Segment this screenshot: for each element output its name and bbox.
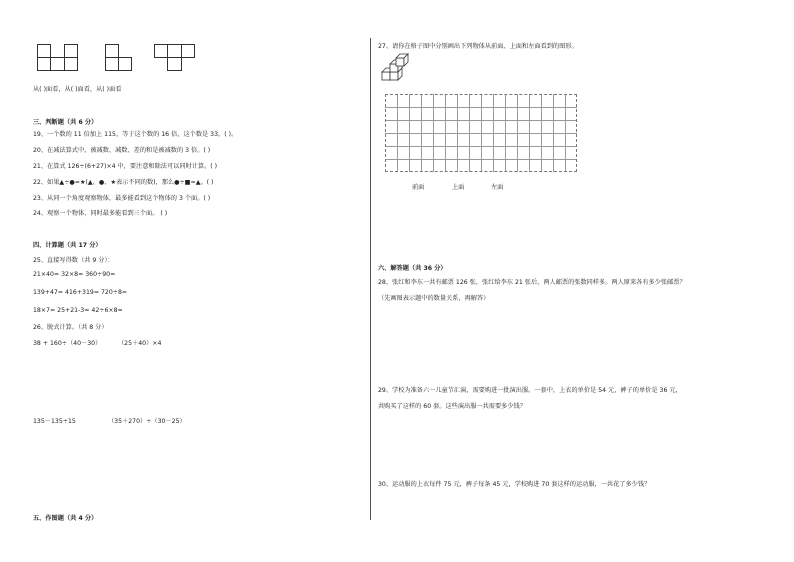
q24: 24、观察一个物体，同时最多能看到三个面。 ( ) <box>33 210 168 217</box>
calc-row-3: 18×7= 25+21-3= 42÷6×8= <box>33 307 123 314</box>
section4-title: 四、计算题（共 17 分） <box>33 242 102 249</box>
q19: 19、一个数的 11 倍加上 115，等于这个数的 16 倍，这个数是 33。( )。 <box>33 131 238 138</box>
calc-row-2: 139+47= 416+319= 720÷8= <box>33 289 128 296</box>
q30: 30、运动服的上衣每件 75 元，裤子每条 45 元，学校购进 70 套这样的运动服，一共花了多少钱？ <box>378 481 651 488</box>
section5-title: 五、作图题（共 4 分） <box>33 515 98 522</box>
view-caption: 从( )面看，从( )面看，从( )面看 <box>33 86 122 93</box>
q20: 20、在减法算式中，被减数、减数、差的和是被减数的 3 倍。( ) <box>33 147 211 154</box>
section3-title: 三、判断题（共 6 分） <box>33 119 98 126</box>
q27: 27、请你在格子图中分别画出下列物体从前面、上面和左面看到的图形。 <box>378 43 578 50</box>
drawing-grid[interactable] <box>385 94 577 172</box>
q23: 23、从同一个角度观察物体，最多能看到这个物体的 3 个面。( ) <box>33 195 211 202</box>
section6-title: 六、解答题（共 36 分） <box>378 265 447 272</box>
label-top: 上面 <box>452 184 465 191</box>
calc-row-1: 21×40= 32×8= 360÷90= <box>33 271 116 278</box>
q25: 25、直接写得数（共 9 分）： <box>33 257 114 264</box>
column-divider <box>370 38 371 520</box>
q21: 21、在算式 126÷(6+27)×4 中，要注意和除法可以同时计算。( ) <box>33 163 218 170</box>
q26: 26、脱式计算。（共 8 分） <box>33 324 108 331</box>
cube-stack-figure <box>380 52 410 84</box>
q29-line2: 共购买了这样的 60 套。这些演出服一共需要多少钱？ <box>378 403 526 410</box>
label-left: 左面 <box>491 184 504 191</box>
expr-2: （25＋40）×4 <box>118 340 162 347</box>
expr-4: （35＋270）÷（30－25） <box>108 418 186 425</box>
expr-1: 38 + 160÷（40－30） <box>33 340 102 347</box>
expr-3: 135－135÷15 <box>33 418 76 425</box>
q28-line2: （先画图表示题中的数量关系，再解答） <box>378 295 490 302</box>
q28-line1: 28、张红和李东一共有邮票 126 张，张红给李东 21 张后，两人邮票的张数同样多。两人原来各有多少张邮票？ <box>378 279 686 286</box>
q22: 22、如果▲÷●=★(▲、●、★表示不同的数)，那么●÷■=▲。( ) <box>33 179 214 186</box>
label-front: 前面 <box>412 184 425 191</box>
q29-line1: 29、学校为准备六一儿童节汇演，需要购进一批演出服。一套中，上衣的单价是 54 元，裤子的单价是 36 元， <box>378 387 682 394</box>
